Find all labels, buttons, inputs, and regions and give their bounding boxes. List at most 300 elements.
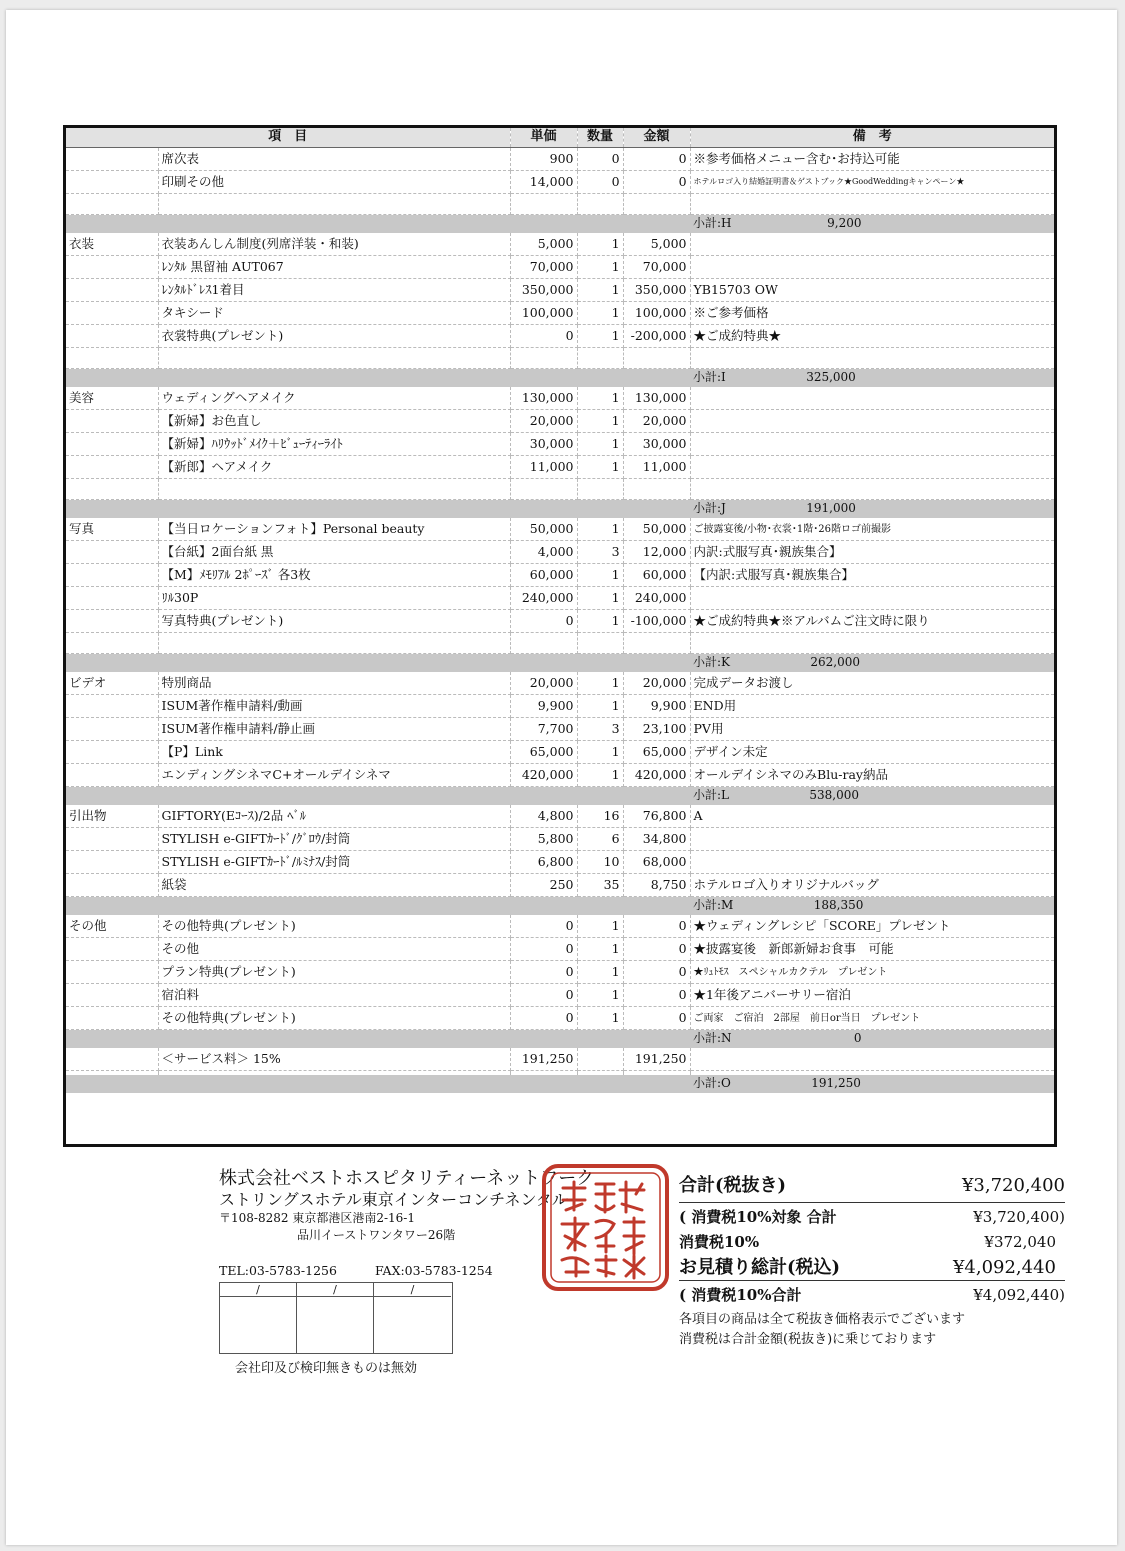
unit-price-cell: 5,000 xyxy=(510,233,577,256)
subtotal-band-value: 262,000 xyxy=(810,655,861,670)
quantity-cell: 0 xyxy=(577,171,623,194)
item-name-cell: 衣裳特典(プレゼント) xyxy=(158,325,510,348)
item-name-cell: STYLISH e-GIFTｶｰﾄﾞ/ﾙﾐﾅｽ/封筒 xyxy=(158,851,510,874)
subtotal-cell xyxy=(690,654,1054,673)
unit-price-cell: 14,000 xyxy=(510,171,577,194)
subtotal-band xyxy=(66,787,1054,806)
table-row xyxy=(66,587,1054,610)
remarks-cell: ★ウェディングレシピ「SCORE」プレゼント xyxy=(690,915,1054,938)
amount-cell: 76,800 xyxy=(623,805,690,828)
unit-price-cell: 20,000 xyxy=(510,672,577,695)
subtotal-band-cell xyxy=(158,1075,510,1093)
estimate-table xyxy=(63,125,1057,1147)
item-name-cell: ISUM著作権申請料/動画 xyxy=(158,695,510,718)
tax-value: ¥372,040 xyxy=(984,1233,1056,1251)
subtotal-band-cell xyxy=(623,500,690,519)
unit-price-cell: 20,000 xyxy=(510,410,577,433)
header-amount: 金額 xyxy=(623,128,690,148)
remarks-cell: END用 xyxy=(690,695,1054,718)
category-cell xyxy=(66,874,158,897)
unit-price-cell: 0 xyxy=(510,325,577,348)
table-header xyxy=(66,128,1054,148)
category-cell: ビデオ xyxy=(66,672,158,695)
table-row xyxy=(66,741,1054,764)
blank-cell xyxy=(66,479,158,500)
subtotal-band-cell xyxy=(510,897,577,916)
stamp-cell: / xyxy=(220,1283,297,1353)
table-row xyxy=(66,279,1054,302)
amount-cell: 20,000 xyxy=(623,410,690,433)
category-cell xyxy=(66,1048,158,1071)
remarks-cell xyxy=(690,587,1054,610)
subtotal-band-cell xyxy=(577,1030,623,1049)
unit-price-cell: 60,000 xyxy=(510,564,577,587)
tax-sum-label: ( 消費税10%合計 xyxy=(679,1286,802,1304)
blank-cell xyxy=(623,194,690,215)
table-row xyxy=(66,1007,1054,1030)
amount-cell: 191,250 xyxy=(623,1048,690,1071)
amount-cell: 50,000 xyxy=(623,518,690,541)
tax-sum-value: ¥4,092,440) xyxy=(973,1286,1065,1304)
table-row xyxy=(66,256,1054,279)
subtotal-row xyxy=(679,1170,1065,1203)
subtotal-band-cell xyxy=(623,787,690,806)
item-name-cell: 衣装あんしん制度(列席洋装・和装) xyxy=(158,233,510,256)
blank-cell xyxy=(510,348,577,369)
subtotal-band-cell xyxy=(577,215,623,234)
blank-cell xyxy=(623,633,690,654)
quantity-cell: 1 xyxy=(577,518,623,541)
amount-cell: 68,000 xyxy=(623,851,690,874)
unit-price-cell: 100,000 xyxy=(510,302,577,325)
taxable-value: ¥3,720,400) xyxy=(973,1208,1065,1226)
blank-row xyxy=(66,348,1054,369)
subtotal-band-cell xyxy=(510,215,577,234)
subtotal-band-cell xyxy=(577,500,623,519)
category-cell xyxy=(66,828,158,851)
category-cell xyxy=(66,433,158,456)
item-name-cell: その他 xyxy=(158,938,510,961)
category-cell xyxy=(66,564,158,587)
subtotal-band-value: 191,250 xyxy=(811,1076,861,1091)
item-name-cell: 紙袋 xyxy=(158,874,510,897)
item-name-cell: GIFTORY(Eｺｰｽ)/2品 ﾍﾞﾙ xyxy=(158,805,510,828)
blank-cell xyxy=(623,479,690,500)
amount-cell: 11,000 xyxy=(623,456,690,479)
subtotal-band-value: 325,000 xyxy=(806,370,856,385)
grand-total-value: ¥4,092,440 xyxy=(952,1257,1056,1278)
quantity-cell: 1 xyxy=(577,741,623,764)
quantity-cell: 1 xyxy=(577,410,623,433)
subtotal-band-value: 9,200 xyxy=(827,216,862,231)
amount-cell: 23,100 xyxy=(623,718,690,741)
subtotal-band-cell xyxy=(66,215,158,234)
blank-row xyxy=(66,633,1054,654)
subtotal-value: ¥3,720,400 xyxy=(961,1175,1065,1196)
subtotal-cell xyxy=(690,897,1054,916)
amount-cell: 0 xyxy=(623,171,690,194)
subtotal-band-value: 538,000 xyxy=(809,788,860,803)
remarks-cell: ご披露宴後/小物･衣裳･1階･26階ロゴ前撮影 xyxy=(690,518,1054,541)
blank-cell xyxy=(66,633,158,654)
quantity-cell: 35 xyxy=(577,874,623,897)
remarks-cell xyxy=(690,387,1054,410)
remarks-cell: オールデイシネマのみBlu-ray納品 xyxy=(690,764,1054,787)
remarks-cell: 【内訳:式服写真･親族集合】 xyxy=(690,564,1054,587)
grand-total-label: お見積り総計(税込) xyxy=(679,1257,841,1278)
quantity-cell: 3 xyxy=(577,541,623,564)
subtotal-band-cell xyxy=(158,215,510,234)
blank-cell xyxy=(158,348,510,369)
amount-cell: 0 xyxy=(623,984,690,1007)
subtotal-band-cell xyxy=(510,500,577,519)
remarks-cell xyxy=(690,433,1054,456)
grand-total-row xyxy=(679,1255,1065,1281)
inspection-stamp-box xyxy=(219,1282,453,1354)
remarks-cell: ★1年後アニバーサリー宿泊 xyxy=(690,984,1054,1007)
quantity-cell: 1 xyxy=(577,564,623,587)
table-row xyxy=(66,610,1054,633)
blank-cell xyxy=(690,479,1054,500)
stamp-cell: / xyxy=(374,1283,451,1353)
subtotal-band-label: 小計:K xyxy=(693,655,731,670)
item-name-cell: 【P】Link xyxy=(158,741,510,764)
unit-price-cell: 250 xyxy=(510,874,577,897)
subtotal-band-cell xyxy=(623,1030,690,1049)
subtotal-band-label: 小計:M xyxy=(693,898,734,913)
subtotal-band-cell xyxy=(623,897,690,916)
item-name-cell: STYLISH e-GIFTｶｰﾄﾞ/ｸﾞﾛｳ/封筒 xyxy=(158,828,510,851)
item-name-cell: 【新婦】お色直し xyxy=(158,410,510,433)
item-name-cell: タキシード xyxy=(158,302,510,325)
blank-cell xyxy=(66,194,158,215)
subtotal-band xyxy=(66,1030,1054,1049)
amount-cell: 34,800 xyxy=(623,828,690,851)
subtotal-band-cell xyxy=(577,1075,623,1093)
amount-cell: 30,000 xyxy=(623,433,690,456)
unit-price-cell: 0 xyxy=(510,915,577,938)
category-cell xyxy=(66,764,158,787)
quantity-cell: 1 xyxy=(577,233,623,256)
subtotal-band-cell xyxy=(510,654,577,673)
item-name-cell: ﾚﾝﾀﾙﾄﾞﾚｽ1着目 xyxy=(158,279,510,302)
unit-price-cell: 65,000 xyxy=(510,741,577,764)
subtotal-band-label: 小計:N xyxy=(693,1031,732,1046)
remarks-cell: ※ご参考価格 xyxy=(690,302,1054,325)
item-name-cell: 写真特典(プレゼント) xyxy=(158,610,510,633)
amount-cell: 350,000 xyxy=(623,279,690,302)
amount-cell: 60,000 xyxy=(623,564,690,587)
remarks-cell: 内訳:式服写真･親族集合】 xyxy=(690,541,1054,564)
subtotal-cell xyxy=(690,1075,1054,1093)
quantity-cell: 16 xyxy=(577,805,623,828)
category-cell: 美容 xyxy=(66,387,158,410)
unit-price-cell: 350,000 xyxy=(510,279,577,302)
subtotal-band-cell xyxy=(158,787,510,806)
category-cell xyxy=(66,961,158,984)
blank-cell xyxy=(158,633,510,654)
amount-cell: 0 xyxy=(623,961,690,984)
table-row xyxy=(66,718,1054,741)
blank-cell xyxy=(510,633,577,654)
amount-cell: 100,000 xyxy=(623,302,690,325)
category-cell xyxy=(66,938,158,961)
table-row xyxy=(66,938,1054,961)
subtotal-band-cell xyxy=(158,1030,510,1049)
item-name-cell: 特別商品 xyxy=(158,672,510,695)
subtotal-band-value: 188,350 xyxy=(813,898,864,913)
quantity-cell: 1 xyxy=(577,764,623,787)
subtotal-band-cell xyxy=(66,787,158,806)
table-row xyxy=(66,518,1054,541)
category-cell xyxy=(66,695,158,718)
quantity-cell: 1 xyxy=(577,433,623,456)
category-cell xyxy=(66,148,158,171)
category-cell xyxy=(66,610,158,633)
category-cell xyxy=(66,718,158,741)
category-cell xyxy=(66,456,158,479)
item-name-cell: 席次表 xyxy=(158,148,510,171)
amount-cell: 12,000 xyxy=(623,541,690,564)
header-quantity: 数量 xyxy=(577,128,623,148)
table-row xyxy=(66,874,1054,897)
company-seal-icon xyxy=(538,1160,673,1295)
category-cell: 引出物 xyxy=(66,805,158,828)
unit-price-cell: 5,800 xyxy=(510,828,577,851)
unit-price-cell: 6,800 xyxy=(510,851,577,874)
quantity-cell: 1 xyxy=(577,672,623,695)
amount-cell: 0 xyxy=(623,1007,690,1030)
unit-price-cell: 130,000 xyxy=(510,387,577,410)
amount-cell: 0 xyxy=(623,938,690,961)
subtotal-band-value: 191,000 xyxy=(806,501,856,516)
remarks-cell xyxy=(690,233,1054,256)
quantity-cell: 1 xyxy=(577,1007,623,1030)
subtotal-band-label: 小計:L xyxy=(693,788,730,803)
tax-note-1: 各項目の商品は全て税抜き価格表示でございます xyxy=(679,1312,966,1327)
table-row xyxy=(66,851,1054,874)
blank-cell xyxy=(577,348,623,369)
category-cell xyxy=(66,1007,158,1030)
remarks-cell xyxy=(690,828,1054,851)
subtotal-band-cell xyxy=(66,1030,158,1049)
subtotal-band-cell xyxy=(158,500,510,519)
table-row xyxy=(66,695,1054,718)
subtotal-band-cell xyxy=(623,215,690,234)
item-name-cell: ﾚﾝﾀﾙ 黒留袖 AUT067 xyxy=(158,256,510,279)
document-page xyxy=(6,10,1117,1545)
remarks-cell: PV用 xyxy=(690,718,1054,741)
contact-line xyxy=(219,1263,531,1278)
remarks-cell: A xyxy=(690,805,1054,828)
tax-label: 消費税10% xyxy=(679,1233,760,1251)
tax-note-2: 消費税は合計金額(税抜き)に乗じております xyxy=(679,1332,937,1347)
subtotal-label: 合計(税抜き) xyxy=(679,1175,787,1196)
blank-row xyxy=(66,194,1054,215)
table-row xyxy=(66,387,1054,410)
category-cell xyxy=(66,741,158,764)
category-cell: 衣装 xyxy=(66,233,158,256)
taxable-label: ( 消費税10%対象 合計 xyxy=(679,1208,837,1226)
quantity-cell: 1 xyxy=(577,325,623,348)
amount-cell: 0 xyxy=(623,915,690,938)
unit-price-cell: 50,000 xyxy=(510,518,577,541)
table-row xyxy=(66,828,1054,851)
hotel-name: ストリングスホテル東京インターコンチネンタル xyxy=(219,1190,568,1209)
remarks-cell: ※参考価格メニュー含む･お持込可能 xyxy=(690,148,1054,171)
subtotal-cell xyxy=(690,215,1054,234)
table-row xyxy=(66,456,1054,479)
subtotal-band-cell xyxy=(577,787,623,806)
blank-cell xyxy=(690,633,1054,654)
subtotal-band-label: 小計:O xyxy=(693,1076,731,1091)
amount-cell: 65,000 xyxy=(623,741,690,764)
remarks-cell: ホテルロゴ入りオリジナルバッグ xyxy=(690,874,1054,897)
category-cell xyxy=(66,851,158,874)
category-cell xyxy=(66,541,158,564)
amount-cell: 130,000 xyxy=(623,387,690,410)
subtotal-cell xyxy=(690,500,1054,519)
category-cell xyxy=(66,410,158,433)
subtotal-band-cell xyxy=(577,897,623,916)
subtotal-band-cell xyxy=(66,1075,158,1093)
amount-cell: 9,900 xyxy=(623,695,690,718)
blank-cell xyxy=(623,348,690,369)
table-row xyxy=(66,171,1054,194)
item-name-cell: ウェディングヘアメイク xyxy=(158,387,510,410)
subtotal-band xyxy=(66,215,1054,234)
amount-cell: 8,750 xyxy=(623,874,690,897)
item-name-cell: 【台紙】2面台紙 黒 xyxy=(158,541,510,564)
subtotal-cell xyxy=(690,369,1054,388)
remarks-cell xyxy=(690,410,1054,433)
table-row xyxy=(66,564,1054,587)
item-name-cell: ISUM著作権申請料/静止画 xyxy=(158,718,510,741)
unit-price-cell: 70,000 xyxy=(510,256,577,279)
table-row xyxy=(66,764,1054,787)
quantity-cell xyxy=(577,1048,623,1071)
item-name-cell: 印刷その他 xyxy=(158,171,510,194)
table-row xyxy=(66,961,1054,984)
category-cell xyxy=(66,256,158,279)
blank-cell xyxy=(577,479,623,500)
category-cell xyxy=(66,325,158,348)
item-name-cell: 【M】ﾒﾓﾘｱﾙ 2ﾎﾟｰｽﾞ 各3枚 xyxy=(158,564,510,587)
blank-cell xyxy=(577,633,623,654)
amount-cell: 0 xyxy=(623,148,690,171)
unit-price-cell: 0 xyxy=(510,984,577,1007)
header-unit-price: 単価 xyxy=(510,128,577,148)
estimate-grid xyxy=(66,128,1054,1093)
table-row xyxy=(66,805,1054,828)
quantity-cell: 1 xyxy=(577,938,623,961)
blank-cell xyxy=(510,479,577,500)
item-name-cell: 【当日ロケーションフォト】Personal beauty xyxy=(158,518,510,541)
blank-cell xyxy=(158,479,510,500)
blank-cell xyxy=(690,194,1054,215)
quantity-cell: 1 xyxy=(577,915,623,938)
blank-row xyxy=(66,479,1054,500)
table-row xyxy=(66,1048,1054,1071)
unit-price-cell: 4,000 xyxy=(510,541,577,564)
blank-cell xyxy=(510,194,577,215)
unit-price-cell: 0 xyxy=(510,610,577,633)
amount-cell: 240,000 xyxy=(623,587,690,610)
subtotal-band-label: 小計:J xyxy=(693,501,726,516)
quantity-cell: 1 xyxy=(577,984,623,1007)
subtotal-band-cell xyxy=(577,654,623,673)
remarks-cell: デザイン未定 xyxy=(690,741,1054,764)
table-row xyxy=(66,233,1054,256)
quantity-cell: 10 xyxy=(577,851,623,874)
unit-price-cell: 4,800 xyxy=(510,805,577,828)
quantity-cell: 1 xyxy=(577,610,623,633)
table-row xyxy=(66,325,1054,348)
table-row xyxy=(66,410,1054,433)
subtotal-band-cell xyxy=(158,369,510,388)
table-row xyxy=(66,433,1054,456)
table-row xyxy=(66,148,1054,171)
quantity-cell: 1 xyxy=(577,961,623,984)
subtotal-band-cell xyxy=(623,654,690,673)
totals-block xyxy=(679,1170,1065,1350)
item-name-cell: 【新郎】ヘアメイク xyxy=(158,456,510,479)
table-row xyxy=(66,302,1054,325)
category-cell xyxy=(66,171,158,194)
tel-number: TEL:03-5783-1256 xyxy=(219,1263,337,1278)
remarks-cell xyxy=(690,256,1054,279)
subtotal-band-cell xyxy=(66,369,158,388)
unit-price-cell: 191,250 xyxy=(510,1048,577,1071)
item-name-cell: 宿泊料 xyxy=(158,984,510,1007)
table-row xyxy=(66,672,1054,695)
subtotal-band xyxy=(66,500,1054,519)
quantity-cell: 1 xyxy=(577,695,623,718)
unit-price-cell: 7,700 xyxy=(510,718,577,741)
subtotal-band-cell xyxy=(510,1075,577,1093)
table-row xyxy=(66,541,1054,564)
remarks-cell: ★ﾘｭﾄﾓｽ スペシャルカクテル プレゼント xyxy=(690,961,1054,984)
table-row xyxy=(66,984,1054,1007)
subtotal-cell xyxy=(690,1030,1054,1049)
subtotal-band-cell xyxy=(158,654,510,673)
blank-cell xyxy=(66,348,158,369)
quantity-cell: 3 xyxy=(577,718,623,741)
unit-price-cell: 900 xyxy=(510,148,577,171)
item-name-cell: 【新婦】ﾊﾘｳｯﾄﾞﾒｲｸ＋ﾋﾞｭｰﾃｨｰﾗｲﾄ xyxy=(158,433,510,456)
blank-cell xyxy=(690,348,1054,369)
stamp-cell: / xyxy=(297,1283,374,1353)
subtotal-band-cell xyxy=(66,654,158,673)
company-name: 株式会社ベストホスピタリティーネットワーク xyxy=(219,1168,595,1189)
remarks-cell xyxy=(690,1048,1054,1071)
address-line-1: 〒108-8282 東京都港区港南2-16-1 xyxy=(219,1211,415,1225)
remarks-cell: ★披露宴後 新郎新婦お食事 可能 xyxy=(690,938,1054,961)
blank-cell xyxy=(577,194,623,215)
subtotal-band-cell xyxy=(510,369,577,388)
quantity-cell: 1 xyxy=(577,302,623,325)
remarks-cell xyxy=(690,456,1054,479)
category-cell xyxy=(66,302,158,325)
tax-sum-row xyxy=(679,1283,1065,1308)
quantity-cell: 1 xyxy=(577,256,623,279)
amount-cell: 420,000 xyxy=(623,764,690,787)
quantity-cell: 6 xyxy=(577,828,623,851)
fax-number: FAX:03-5783-1254 xyxy=(374,1263,493,1278)
subtotal-band-label: 小計:H xyxy=(693,216,732,231)
subtotal-band-label: 小計:I xyxy=(693,370,726,385)
item-name-cell: エンディングシネマC+オールデイシネマ xyxy=(158,764,510,787)
